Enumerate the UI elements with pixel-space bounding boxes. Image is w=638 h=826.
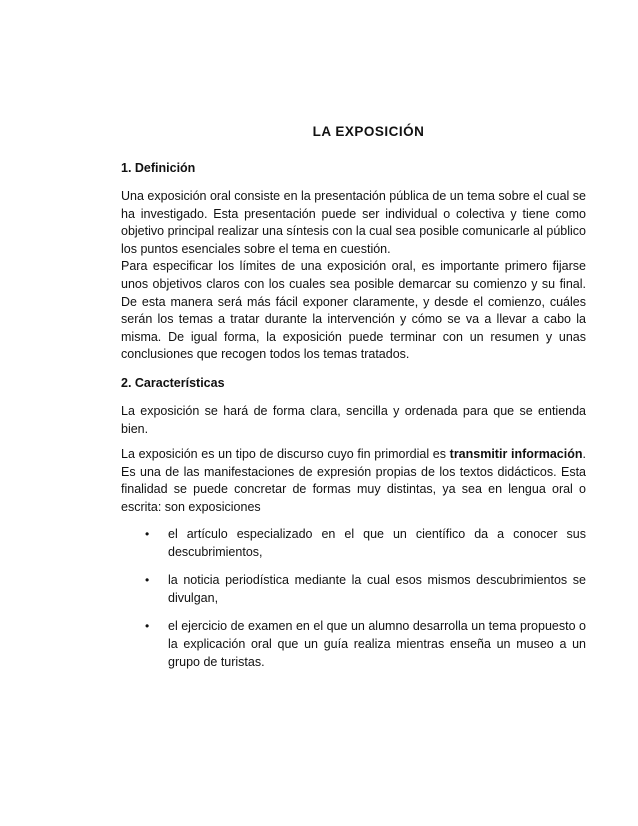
document-title: LA EXPOSICIÓN bbox=[312, 124, 425, 139]
emphasis-text: transmitir información bbox=[449, 447, 583, 462]
definition-paragraph-1: Una exposición oral consiste en la presentación pública de un tema sobre el cual se ha investigado. Esta presentación puede ser individual o colectiva y tiene como objetivo principal realizar una síntesis con la cual sea posible comunicarle al público los puntos esenciales sobre el tema en cuestión. bbox=[121, 189, 586, 256]
list-item bbox=[121, 571, 586, 607]
definition-paragraph-2: Para especificar los límites de una exposición oral, es importante primero fijarse unos objetivos claros con los cuales sea posible demarcar su comienzo y su final. De esta manera será más fácil exponer claramente, y desde el comienzo, cuáles serán los temas a tratar durante la intervención y cómo se va a llevar a cabo la misma. De igual forma, la exposición puede terminar con un resumen y unas conclusiones que recogen todos los temas tratados. bbox=[121, 259, 586, 362]
list-item bbox=[121, 617, 586, 671]
paragraph-text-after: . Es una de las manifestaciones de expresión propias de los textos didácticos. Esta finalidad se puede concretar de formas muy distintas, ya sea en lengua oral o escrita: son exposiciones bbox=[121, 447, 586, 514]
list-item-text: el artículo especializado en el que un científico da a conocer sus descubrimientos, bbox=[168, 526, 586, 559]
characteristics-paragraph-2 bbox=[121, 446, 586, 516]
paragraph-text-before: La exposición es un tipo de discurso cuyo fin primordial es bbox=[121, 447, 450, 462]
examples-list bbox=[121, 525, 586, 671]
bullet-icon: • bbox=[145, 526, 150, 541]
list-item-text: la noticia periodística mediante la cual esos mismos descubrimientos se divulgan, bbox=[168, 572, 586, 605]
document-body bbox=[121, 124, 586, 681]
list-item-text: el ejercicio de examen en el que un alumno desarrolla un tema propuesto o la explicación oral que un guía realiza mientras enseña un museo a un grupo de turistas. bbox=[168, 618, 586, 669]
bullet-icon: • bbox=[145, 572, 150, 587]
section-heading-definicion: 1. Definición bbox=[121, 161, 196, 175]
section-heading-caracteristicas: 2. Características bbox=[121, 375, 225, 390]
list-item bbox=[121, 525, 586, 561]
characteristics-paragraph-1: La exposición se hará de forma clara, sencilla y ordenada para que se entienda bien. bbox=[121, 403, 586, 436]
bullet-icon: • bbox=[145, 618, 150, 633]
